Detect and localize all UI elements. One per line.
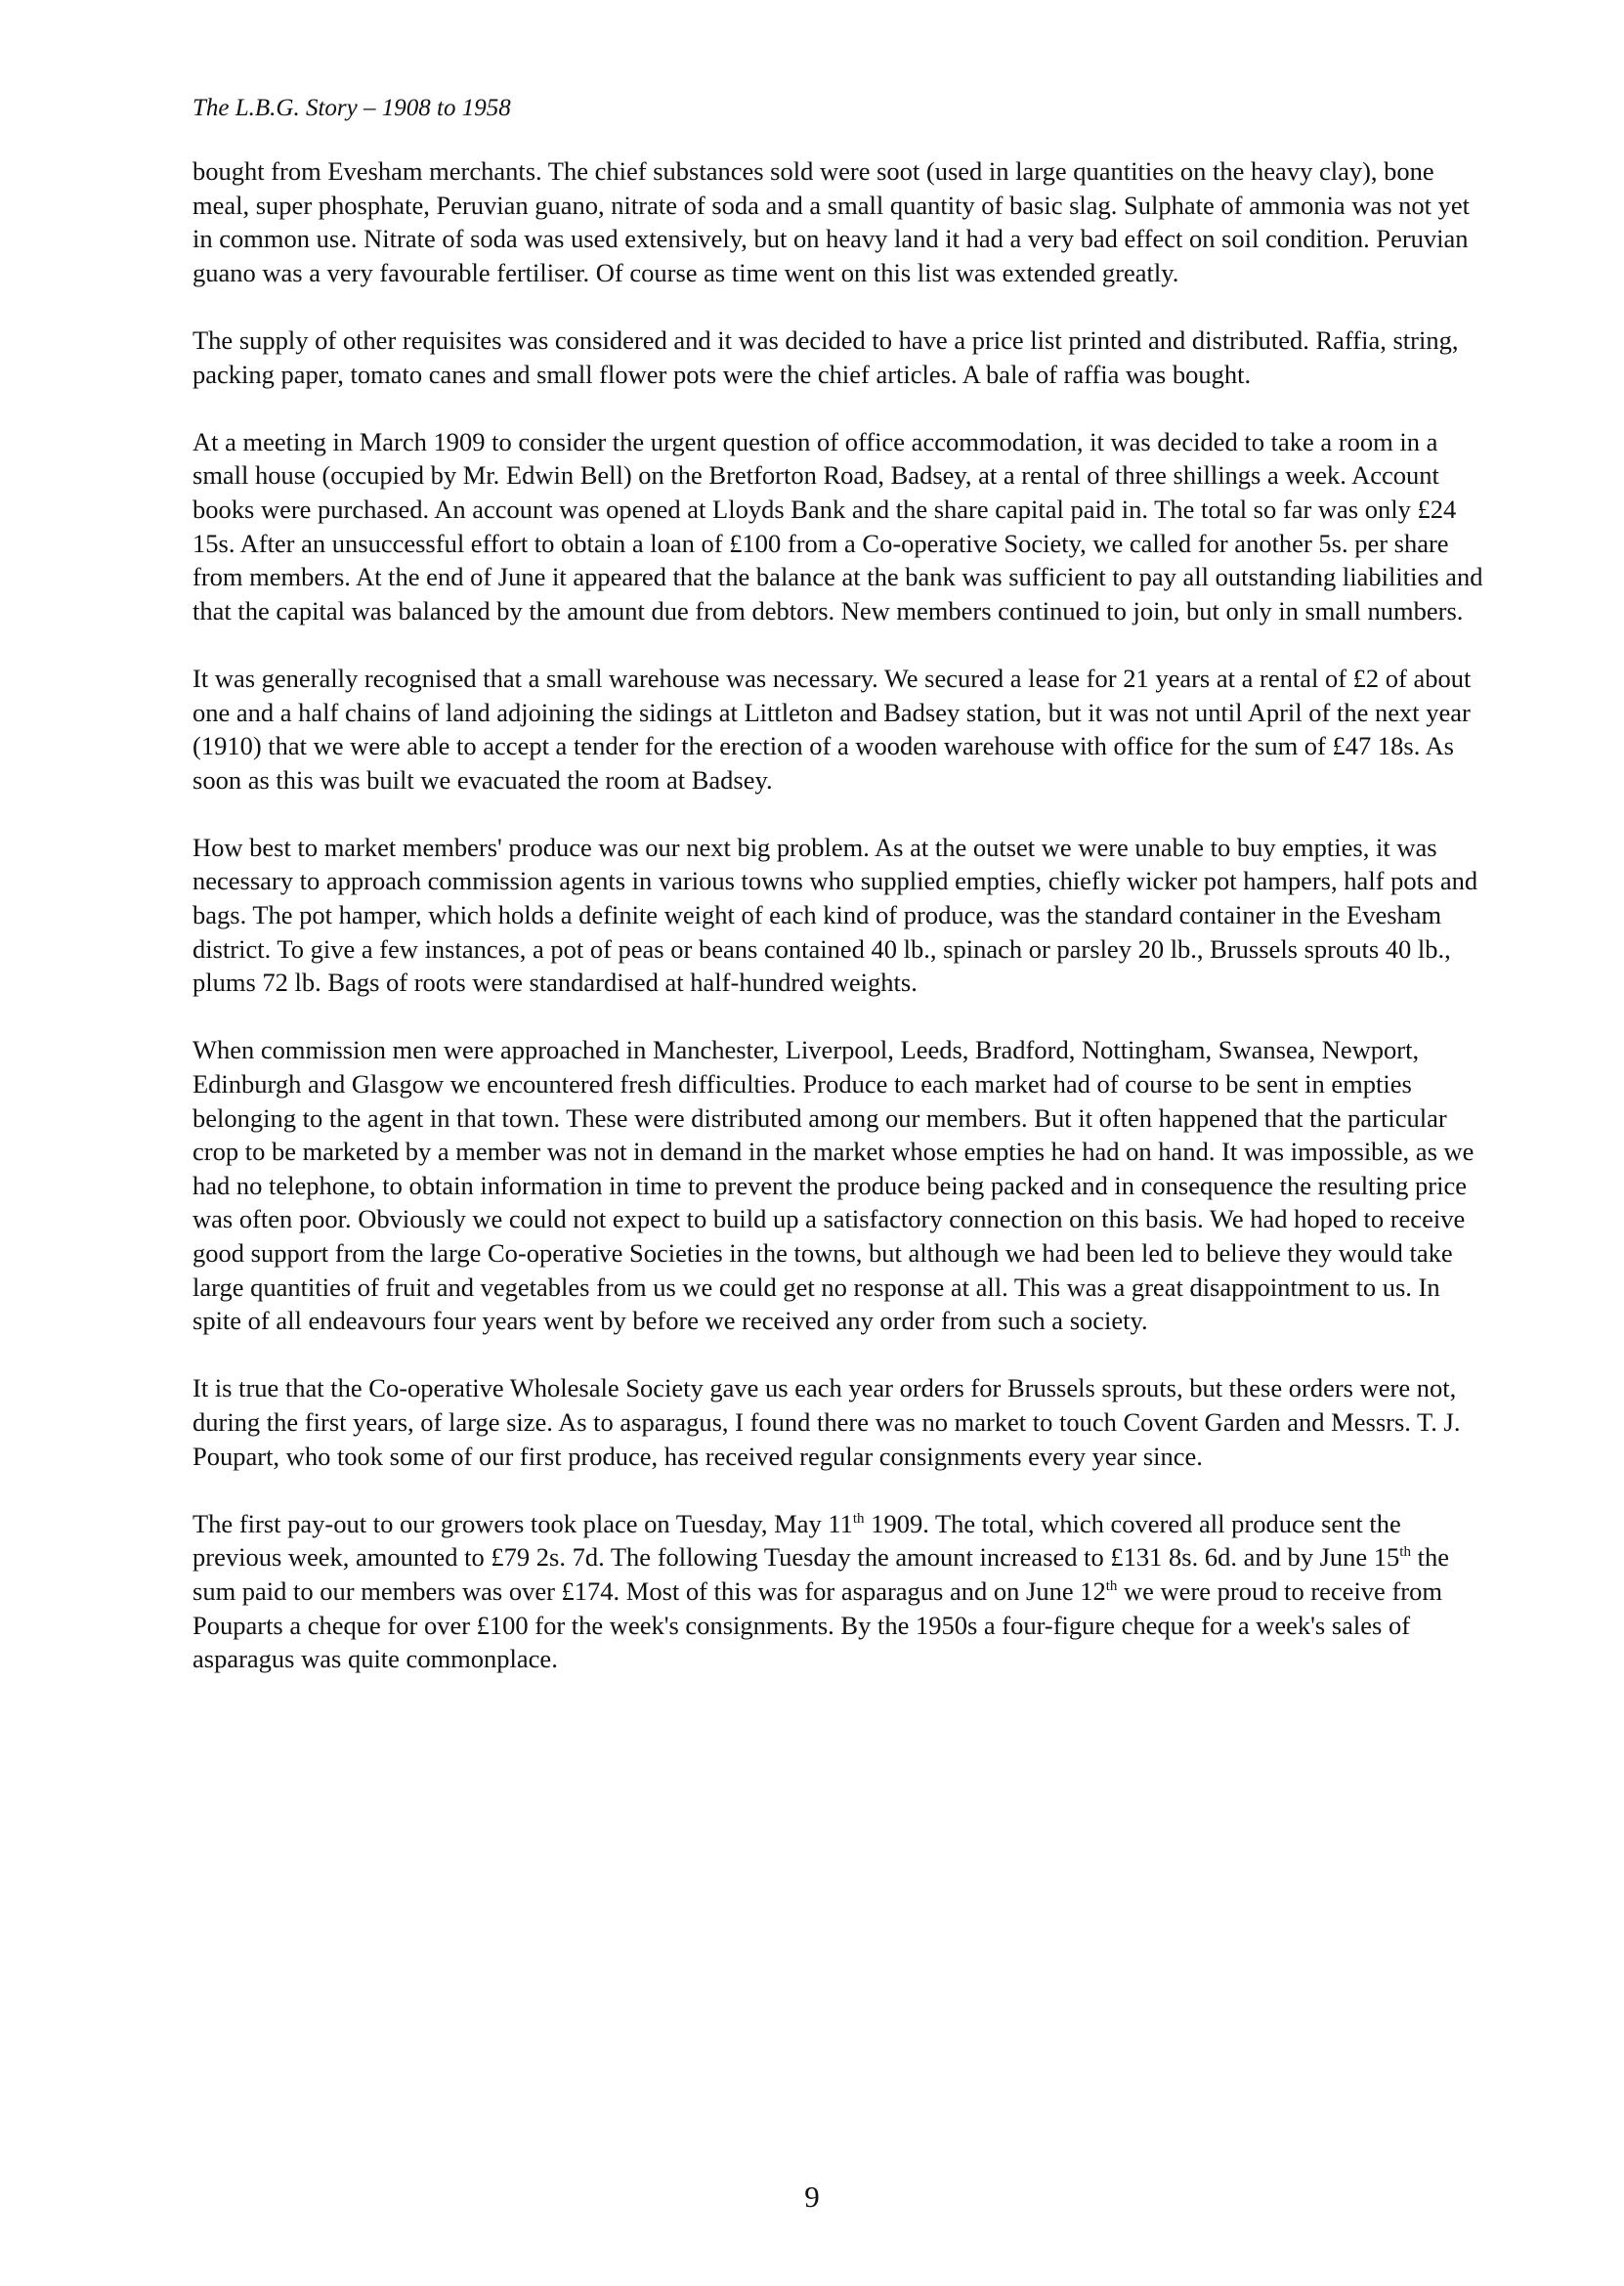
payout-text-3: the sum paid to our members was over £174. Most of this was for asparagus and on June 12 <box>192 1542 1449 1606</box>
page-number: 9 <box>804 2179 820 2214</box>
payout-text-4: we were proud to receive from Pouparts a cheque for over £100 for the week's consignments. By the 1950s a four-figure cheque for a week's sales of asparagus was quite commonplace. <box>192 1575 1442 1674</box>
ordinal-suffix: th <box>852 1510 865 1527</box>
paragraph-marketing-produce: How best to market members' produce was our next big problem. As at the outset we were unable to buy empties, it was necessary to approach commission agents in various towns who supplied empties, chiefly wicker pot hampers, half pots and bags. The pot hamper, which holds a definite weight of each kind of produce, was the standard container in the Evesham district. To give a few instances, a pot of peas or beans contained 40 lb., spinach or parsley 20 lb., Brussels sprouts 40 lb., plums 72 lb. Bags of roots were standardised at half-hundred weights. <box>192 832 1478 998</box>
ordinal-suffix: th <box>1399 1544 1411 1561</box>
paragraph-warehouse: It was generally recognised that a small warehouse was necessary. We secured a lease for 21 years at a rental of £2 of about one and a half chains of land adjoining the sidings at Littleton and Badsey station, but it was not until April of the next year (1910) that we were able to accept a tender for the erection of a wooden warehouse with office for the sum of £47 18s. As soon as this was built we evacuated the room at Badsey. <box>192 663 1472 795</box>
body-text <box>192 154 1487 1709</box>
paragraph-first-payout <box>192 1507 1487 1676</box>
paragraph-requisites: The supply of other requisites was considered and it was decided to have a price list printed and distributed. Raffia, string, packing paper, tomato canes and small flower pots were the chief articles. A bale of raffia was bought. <box>192 324 1459 389</box>
ordinal-suffix: th <box>1105 1578 1118 1595</box>
payout-text-2: 1909. The total, which covered all produce sent the previous week, amounted to £79 2s. 7d. The following Tuesday the amount increased to £131 8s. 6d. and by June 15 <box>192 1508 1401 1573</box>
paragraph-wholesale-society: It is true that the Co-operative Wholesale Society gave us each year orders for Brussels sprouts, but these orders were not, during the first years, of large size. As to asparagus, I found there was no market to touch Covent Garden and Messrs. T. J. Poupart, who took some of our first produce, has received regular consignments every year since. <box>192 1373 1461 1471</box>
paragraph-commission-agents: When commission men were approached in Manchester, Liverpool, Leeds, Bradford, Nottingham, Swansea, Newport, Edinburgh and Glasgow we encountered fresh difficulties. Produce to each market had of course to be sent in empties belonging to the agent in that town. These were distributed among our members. But it often happened that the particular crop to be marketed by a member was not in demand in the market whose empties he had on hand. It was impossible, as we had no telephone, to obtain information in time to prevent the produce being packed and in consequence the resulting price was often poor. Obviously we could not expect to build up a satisfactory connection on this basis. We had hoped to receive good support from the large Co-operative Societies in the towns, but although we had been led to believe they would take large quantities of fruit and vegetables from us we could get no response at all. This was a great disappointment to us. In spite of all endeavours four years went by before we received any order from such a society. <box>192 1035 1474 1336</box>
paragraph-office-accommodation: At a meeting in March 1909 to consider the urgent question of office accommodation, it was decided to take a room in a small house (occupied by Mr. Edwin Bell) on the Bretforton Road, Badsey, at a rental of three shillings a week. Account books were purchased. An account was opened at Lloyds Bank and the share capital paid in. The total so far was only £24 15s. After an unsuccessful effort to obtain a loan of £100 from a Co-operative Society, we called for another 5s. per share from members. At the end of June it appeared that the balance at the bank was sufficient to pay all outstanding liabilities and that the capital was balanced by the amount due from debtors. New members continued to join, but only in small numbers. <box>192 426 1483 625</box>
running-header: The L.B.G. Story – 1908 to 1958 <box>192 95 511 121</box>
paragraph-fertilisers: bought from Evesham merchants. The chief substances sold were soot (used in large quantities on the heavy clay), bone meal, super phosphate, Peruvian guano, nitrate of soda and a small quantity of basic slag. Sulphate of ammonia was not yet in common use. Nitrate of soda was used extensively, but on heavy land it had a very bad effect on soil condition. Peruvian guano was a very favourable fertiliser. Of course as time went on this list was extended greatly. <box>192 156 1471 287</box>
payout-text-1: The first pay-out to our growers took place on Tuesday, May 11 <box>192 1508 853 1538</box>
